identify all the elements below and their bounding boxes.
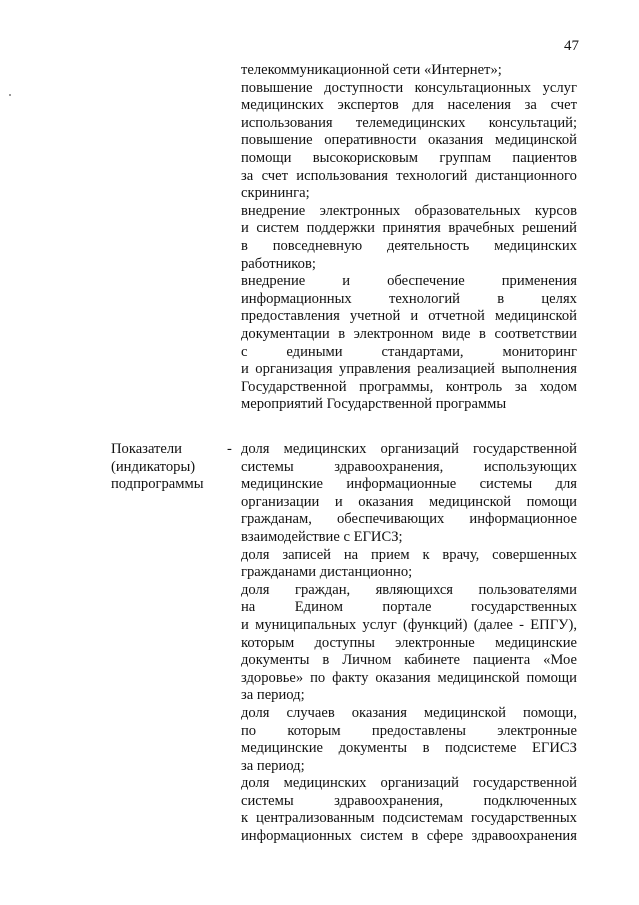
text-line: [241, 511, 577, 529]
word: целях: [541, 290, 577, 307]
word: для: [555, 476, 577, 493]
text-line: [241, 150, 577, 168]
word: в: [497, 290, 505, 307]
word: которым: [241, 634, 295, 651]
word: подключенных: [483, 792, 577, 809]
word: ЕПГУ),: [530, 616, 577, 633]
text-line: [241, 459, 577, 477]
text-line: [241, 547, 577, 565]
word: на: [343, 546, 359, 563]
word: медицинские: [241, 476, 324, 493]
word: повышение: [241, 79, 313, 96]
word: технологий: [388, 290, 460, 307]
text-line: [241, 168, 577, 186]
word: которым: [287, 722, 341, 739]
text-line: [241, 582, 577, 600]
text-line: гражданами дистанционно;: [241, 564, 413, 581]
word: медицинской: [437, 669, 520, 686]
indicators-row-label: [111, 441, 204, 494]
word: Государственной: [241, 378, 347, 395]
word: электронные: [395, 634, 475, 651]
text-line: [241, 828, 577, 846]
word: счет: [550, 97, 577, 114]
word: решений: [522, 220, 577, 237]
word: в: [422, 740, 430, 757]
text-line: [241, 273, 577, 291]
row-dash: -: [227, 441, 232, 457]
word: документы: [338, 740, 408, 757]
word: информационных: [241, 290, 352, 307]
word: оказания: [375, 669, 431, 686]
text-line: скрининга;: [241, 185, 310, 202]
word: и: [334, 493, 343, 510]
text-line: [241, 476, 577, 494]
word: электронном: [353, 325, 434, 342]
word: кабинете: [404, 652, 460, 669]
word: и: [342, 273, 351, 290]
text-line: [241, 494, 577, 512]
word: здравоохранения,: [334, 458, 444, 475]
word: ЕГИСЗ: [532, 740, 577, 757]
word: организации: [241, 493, 320, 510]
word: консультаций;: [488, 114, 577, 131]
text-line: за период;: [241, 687, 305, 704]
word: доступны: [314, 634, 375, 651]
word: медицинской: [423, 704, 506, 721]
text-line: [241, 238, 577, 256]
word: организация: [255, 361, 333, 378]
word: к: [241, 810, 249, 827]
word: группам: [439, 149, 492, 166]
word: помощи: [526, 669, 577, 686]
text-line: [241, 617, 577, 635]
word: в: [411, 828, 419, 845]
word: услуг: [362, 616, 397, 633]
word: медицинских: [283, 775, 367, 792]
word: и: [241, 616, 249, 633]
word: услуг: [542, 79, 577, 96]
word: совершенных: [492, 546, 577, 563]
text-line: [241, 80, 577, 98]
text-line: [241, 115, 577, 133]
word: доступности: [324, 79, 404, 96]
word: системы: [479, 476, 533, 493]
word: деятельность: [386, 237, 470, 254]
word: пользователями: [478, 581, 577, 598]
word: доля: [241, 775, 270, 792]
word: систем: [360, 828, 403, 845]
word: электронных: [319, 202, 401, 219]
word: курсов: [534, 202, 577, 219]
word: в: [479, 325, 486, 342]
row-label-line: Показатели: [111, 441, 182, 457]
word: медицинской: [494, 132, 577, 149]
word: прием: [370, 546, 410, 563]
word: подсистемам: [382, 810, 464, 827]
text-line: [241, 203, 577, 221]
word: случаев: [286, 704, 335, 721]
word: муниципальных: [255, 616, 357, 633]
word: телемедицинских: [355, 114, 466, 131]
word: доля: [241, 441, 270, 457]
word: организаций: [380, 775, 459, 792]
word: выполнения: [501, 361, 577, 378]
word: стандартами,: [381, 343, 464, 360]
word: электронные: [497, 722, 577, 739]
word: доля: [241, 581, 270, 598]
word: пациента: [472, 652, 531, 669]
word: высокорисковым: [312, 149, 419, 166]
word: факту: [332, 669, 369, 686]
word: оперативности: [324, 132, 417, 149]
word: едиными: [286, 343, 343, 360]
word: применения: [501, 273, 577, 290]
word: системы: [241, 458, 294, 475]
text-line: [241, 379, 577, 397]
row-label-line: (индикаторы): [111, 458, 196, 475]
word: в: [322, 652, 330, 669]
word: информационных: [241, 828, 352, 845]
word: повышение: [241, 132, 313, 149]
word: (далее: [473, 616, 513, 633]
word: счет: [261, 167, 288, 184]
word: поддержки: [306, 220, 375, 237]
text-line: [241, 740, 577, 758]
word: за: [514, 378, 528, 395]
word: государственной: [472, 441, 577, 457]
word: «Мое: [543, 652, 577, 669]
text-line: [241, 793, 577, 811]
word: и: [241, 220, 249, 237]
word: в: [241, 237, 248, 254]
word: здравоохранения: [471, 828, 577, 845]
text-line: [241, 291, 577, 309]
word: врачу,: [442, 546, 480, 563]
word: здравоохранения,: [334, 792, 444, 809]
word: Едином: [294, 599, 343, 616]
word: доля: [241, 704, 270, 721]
word: медицинских: [283, 441, 367, 457]
word: ходом: [539, 378, 577, 395]
text-line: взаимодействие с ЕГИСЗ;: [241, 528, 403, 545]
word: оказания: [358, 493, 414, 510]
word: здоровье»: [241, 669, 304, 686]
text-line: [241, 441, 577, 459]
word: консультационных: [414, 79, 532, 96]
word: сфере: [426, 828, 464, 845]
word: реализацией: [417, 361, 495, 378]
word: гражданам,: [241, 511, 312, 528]
text-line: [241, 308, 577, 326]
word: предоставлены: [371, 722, 466, 739]
word: доля: [241, 546, 270, 563]
word: внедрение: [241, 202, 306, 219]
word: записей: [282, 546, 331, 563]
word: управления: [339, 361, 411, 378]
word: технологий: [396, 167, 468, 184]
word: оказания: [351, 704, 407, 721]
text-line: [241, 635, 577, 653]
word: по: [241, 722, 257, 739]
text-line: [241, 220, 577, 238]
word: к: [422, 546, 430, 563]
word: для: [412, 97, 434, 114]
page-number: 47: [564, 38, 579, 54]
word: экспертов: [337, 97, 399, 114]
text-line: работников;: [241, 255, 316, 272]
word: виде: [441, 325, 471, 342]
text-line: [241, 652, 577, 670]
word: информационное: [469, 511, 577, 528]
word: систем: [256, 220, 300, 237]
text-line: за период;: [241, 757, 305, 774]
word: и: [410, 308, 419, 325]
word: централизованным: [256, 810, 375, 827]
word: использования: [241, 114, 333, 131]
word: (функций): [403, 616, 468, 633]
word: образовательных: [414, 202, 521, 219]
word: на: [241, 599, 256, 616]
word: за: [241, 167, 254, 184]
word: предоставления: [241, 308, 340, 325]
word: оказания: [428, 132, 484, 149]
word: медицинских: [494, 237, 577, 254]
text-line: [241, 810, 577, 828]
word: населения: [447, 97, 511, 114]
word: мониторинг: [502, 343, 577, 360]
text-line: [241, 599, 577, 617]
word: за: [524, 97, 537, 114]
word: повседневную: [272, 237, 363, 254]
scan-speck: [9, 94, 11, 96]
word: помощи: [241, 149, 292, 166]
word: государственной: [472, 775, 577, 792]
indicators-text: [241, 441, 577, 846]
word: помощи: [526, 493, 577, 510]
word: граждан,: [294, 581, 351, 598]
text-line: мероприятий Государственной программы: [241, 396, 507, 413]
word: являющихся: [375, 581, 454, 598]
word: медицинской: [428, 493, 512, 510]
word: подсистеме: [445, 740, 517, 757]
word: в: [338, 325, 346, 342]
word: с: [241, 343, 248, 360]
word: соответствии: [494, 325, 577, 342]
text-line: [241, 705, 577, 723]
word: государственных: [470, 810, 577, 827]
word: медицинских: [241, 97, 324, 114]
word: -: [519, 616, 524, 633]
text-line: [241, 361, 577, 379]
word: системы: [241, 792, 294, 809]
text-line: [241, 670, 577, 688]
program-tasks-text: [241, 62, 577, 414]
text-line: [241, 132, 577, 150]
word: принятия: [382, 220, 441, 237]
text-line: [241, 97, 577, 115]
word: отчетной: [428, 308, 485, 325]
text-line: [241, 775, 577, 793]
word: документации: [241, 325, 330, 342]
word: Личном: [342, 652, 392, 669]
word: помощи,: [522, 704, 577, 721]
word: использующих: [483, 458, 577, 475]
word: организаций: [380, 441, 459, 457]
word: медицинской: [494, 308, 577, 325]
text-line: [241, 326, 577, 344]
row-label-line: подпрограммы: [111, 476, 204, 493]
text-line: [241, 344, 577, 362]
word: документы: [241, 652, 310, 669]
word: дистанционного: [475, 167, 577, 184]
word: обеспечение: [387, 273, 465, 290]
word: внедрение: [241, 273, 306, 290]
word: контроль: [445, 378, 503, 395]
word: пациентов: [512, 149, 577, 166]
word: портале: [382, 599, 432, 616]
word: обеспечивающих: [337, 511, 445, 528]
word: учетной: [349, 308, 401, 325]
word: информационные: [346, 476, 457, 493]
word: медицинские: [241, 740, 324, 757]
text-line: [241, 723, 577, 741]
word: программы,: [359, 378, 434, 395]
word: государственных: [470, 599, 577, 616]
word: по: [310, 669, 326, 686]
word: и: [241, 361, 249, 378]
word: использования: [296, 167, 388, 184]
text-line: телекоммуникационной сети «Интернет»;: [241, 62, 502, 78]
word: врачебных: [448, 220, 515, 237]
word: медицинские: [494, 634, 577, 651]
